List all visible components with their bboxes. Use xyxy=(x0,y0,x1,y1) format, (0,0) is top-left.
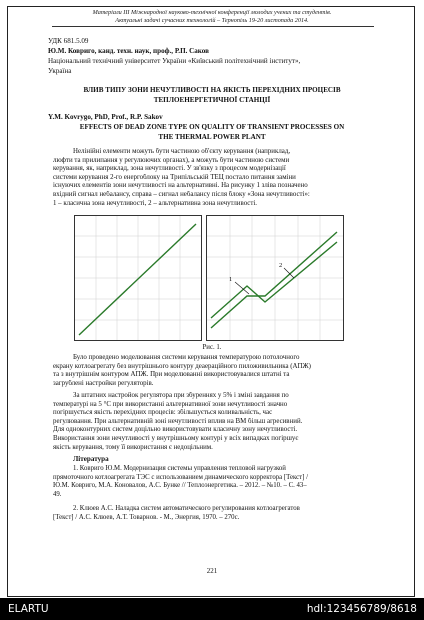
conference-header-line-2: Актуальні задачі сучасних технологій – Тернопіль 19-20 листопада 2014. xyxy=(115,17,309,24)
references-heading: Література xyxy=(73,455,109,463)
reference-line: 49. xyxy=(53,490,62,498)
paragraph-results xyxy=(53,392,375,452)
plot-grid xyxy=(207,216,343,340)
conference-header-line-1: Матеріали ІІІ Міжнародної науково-технічної конференції молодих учених та студентів. xyxy=(92,9,332,16)
paragraph-line: Для одноконтурних систем доцільно використовувати класичну зону нечутливості. xyxy=(53,426,298,434)
paragraph-line: люфти та прилипання у регулюючих органах), а можуть бути частиною системи xyxy=(53,156,290,164)
references-list xyxy=(53,465,375,523)
curve-label-1: 1 xyxy=(229,276,233,283)
paragraph-line: Використання зони нечутливості у внутрішньому контурі у всіх випадках погіршує xyxy=(53,434,299,442)
paragraph-line: погіршується якість перехідних процесів: збільшується коливальність, час xyxy=(53,409,273,417)
repository-footer-bar xyxy=(0,598,424,620)
page-number: 221 xyxy=(206,567,218,575)
paragraph-line: За штатних настройок регулятора при збуреннях у 5% і зміні завдання по xyxy=(73,392,289,399)
paragraph-line: регулювання. При альтернативній зоні нечутливості вплив на ВМ більш агресивний. xyxy=(53,417,303,425)
authors-en: Y.M. Kovrygo, PhD, Prof., R.P. Sakov xyxy=(48,113,163,121)
curve-label-2: 2 xyxy=(279,262,283,269)
label-1-leader xyxy=(235,282,249,294)
repository-name: ELARTU xyxy=(8,603,49,615)
reference-line: прямоточного котлоагрегата ТЭС с использованием динамического корректора [Текст] / xyxy=(53,473,308,481)
input-signal-line xyxy=(79,224,196,335)
affiliation-line-2: Україна xyxy=(48,67,72,75)
paragraph-line: вхідний сигнал небалансу, справа – сигнал небалансу після блоку «Зона нечутливості»: xyxy=(53,190,310,198)
udc-code: УДК 681.5.09 xyxy=(48,37,89,45)
paragraph-line: загрублені настройки регуляторів. xyxy=(53,379,154,387)
input-signal-plot xyxy=(75,216,201,340)
reference-line: 1. Ковриго Ю.М. Модернизация системы управления тепловой нагрузкой xyxy=(73,465,286,472)
paragraph-line: існуючих елементів зони нечутливості на альтернативні. На рисунку 1 зліва позначено xyxy=(53,182,308,190)
title-en-line-2: THE THERMAL POWER PLANT xyxy=(158,133,266,141)
paragraph-line: Було проведено моделювання системи керування температурою потолочного xyxy=(73,354,300,361)
header-rule xyxy=(52,26,374,27)
paragraph-line: температурі на 5 °С при використанні альтернативної зони нечутливості значно xyxy=(53,400,288,408)
document-page xyxy=(7,6,415,597)
paragraph-line: керування, як, наприклад, зона нечутливості. У зв'язку з процесом модернізації xyxy=(53,165,286,173)
paragraph-line: Нелінійні елементи можуть бути частиною об'єкту керування (наприклад, xyxy=(73,148,291,155)
label-2-leader xyxy=(284,268,294,278)
figure-input-signal xyxy=(74,215,202,341)
authors-uk: Ю.М. Ковриго, канд. техн. наук, проф., Р.П. Саков xyxy=(48,47,209,55)
title-uk-line-1: ВЛИВ ТИПУ ЗОНИ НЕЧУТЛИВОСТІ НА ЯКІСТЬ ПЕРЕХІДНИХ ПРОЦЕСІВ xyxy=(83,86,341,94)
paragraph-line: та з внутрішнім контуром АПЖ. При моделюванні використовувалися штатні та xyxy=(53,371,290,379)
dead-zone-output-plot xyxy=(207,216,343,340)
handle-identifier[interactable]: hdl:123456789/8618 xyxy=(306,603,417,615)
title-en-line-1: EFFECTS OF DEAD ZONE TYPE ON QUALITY OF TRANSIENT PROCESSES ON xyxy=(79,123,345,131)
reference-line: [Текст] / А.С. Клюев, А.Т. Товарнов. - М., Энергия, 1970. – 270с. xyxy=(53,513,240,521)
affiliation-line-1: Національний технічний університет України «Київський політехнічний інститут», xyxy=(48,57,301,65)
reference-line: 2. Клюев А.С. Наладка систем автоматического регулирования котлоагрегатов xyxy=(73,505,300,513)
figure-caption: Рис. 1. xyxy=(202,344,222,351)
reference-line: Ю.М. Ковриго, М.А. Коновалов, А.С. Бунке // Теплоэнергетика. – 2012. – №10. – С. 43– xyxy=(53,482,307,490)
paragraph-intro xyxy=(53,148,375,208)
paragraph-line: 1 – класична зона нечутливості, 2 – альтернативна зона нечутливості. xyxy=(53,199,258,207)
paragraph-line: якість керування, тому її використання є недоцільним. xyxy=(53,443,213,451)
paragraph-line: екрану котлоагрегату без внутрішнього контуру деаераційного пиложивильника (АПЖ) xyxy=(53,362,311,370)
figure-dead-zone-output xyxy=(206,215,344,341)
title-uk-line-2: ТЕПЛОЕНЕРГЕТИЧНОЇ СТАНЦІЇ xyxy=(153,96,271,104)
paragraph-modeling xyxy=(53,354,375,388)
paragraph-line: системи керування 2-го енергоблоку на Трипільській ТЕЦ постало питання заміни xyxy=(53,173,296,181)
